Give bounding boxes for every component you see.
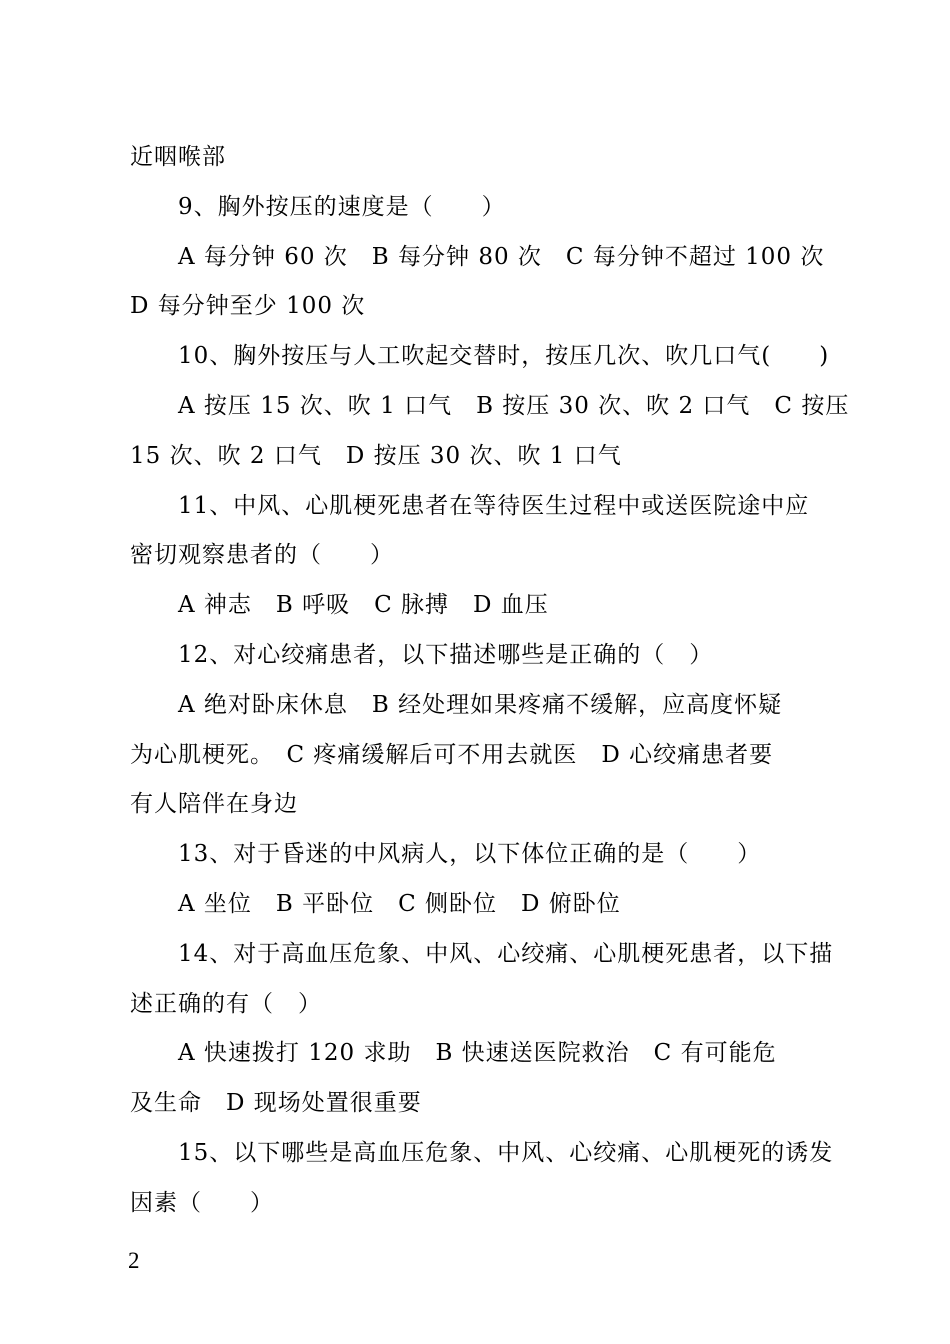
question-11-stem: 11、中风、心肌梗死患者在等待医生过程中或送医院途中应 xyxy=(178,492,810,519)
question-9-options-continued: D 每分钟至少 100 次 xyxy=(130,293,366,320)
question-15-stem: 15、以下哪些是高血压危象、中风、心绞痛、心肌梗死的诱发 xyxy=(178,1139,834,1166)
question-14-options: A 快速拨打 120 求助 B 快速送医院救治 C 有可能危 xyxy=(178,1040,777,1067)
question-12-options-continued: 为心肌梗死。 C 疼痛缓解后可不用去就医 D 心绞痛患者要 xyxy=(130,741,774,768)
question-14-stem: 14、对于高血压危象、中风、心绞痛、心肌梗死患者，以下描 xyxy=(178,940,834,967)
question-12-options: A 绝对卧床休息 B 经处理如果疼痛不缓解，应高度怀疑 xyxy=(178,691,783,718)
question-10-stem: 10、胸外按压与人工吹起交替时，按压几次、吹几口气( ) xyxy=(178,343,830,370)
question-9-options: A 每分钟 60 次 B 每分钟 80 次 C 每分钟不超过 100 次 xyxy=(178,243,825,270)
question-13-options: A 坐位 B 平卧位 C 侧卧位 D 俯卧位 xyxy=(178,890,621,917)
question-10-options: A 按压 15 次、吹 1 口气 B 按压 30 次、吹 2 口气 C 按压 xyxy=(178,392,850,419)
question-11-options: A 神志 B 呼吸 C 脉搏 D 血压 xyxy=(178,592,549,619)
question-text-block xyxy=(130,133,850,1229)
question-13-stem: 13、对于昏迷的中风病人，以下体位正确的是（ ） xyxy=(178,841,762,868)
question-12-stem: 12、对心绞痛患者，以下描述哪些是正确的（ ） xyxy=(178,641,714,668)
question-14-options-continued: 及生命 D 现场处置很重要 xyxy=(130,1090,422,1117)
question-10-options-continued: 15 次、吹 2 口气 D 按压 30 次、吹 1 口气 xyxy=(130,442,622,469)
question-12-options-end: 有人陪伴在身边 xyxy=(130,791,298,818)
page-number: 2 xyxy=(128,1248,140,1273)
question-9-stem: 9、胸外按压的速度是（ ） xyxy=(178,193,506,220)
question-15-stem-continued: 因素（ ） xyxy=(130,1189,274,1216)
question-11-stem-continued: 密切观察患者的（ ） xyxy=(130,542,394,569)
question-14-stem-continued: 述正确的有（ ） xyxy=(130,990,322,1017)
text-line: 近咽喉部 xyxy=(130,144,226,170)
